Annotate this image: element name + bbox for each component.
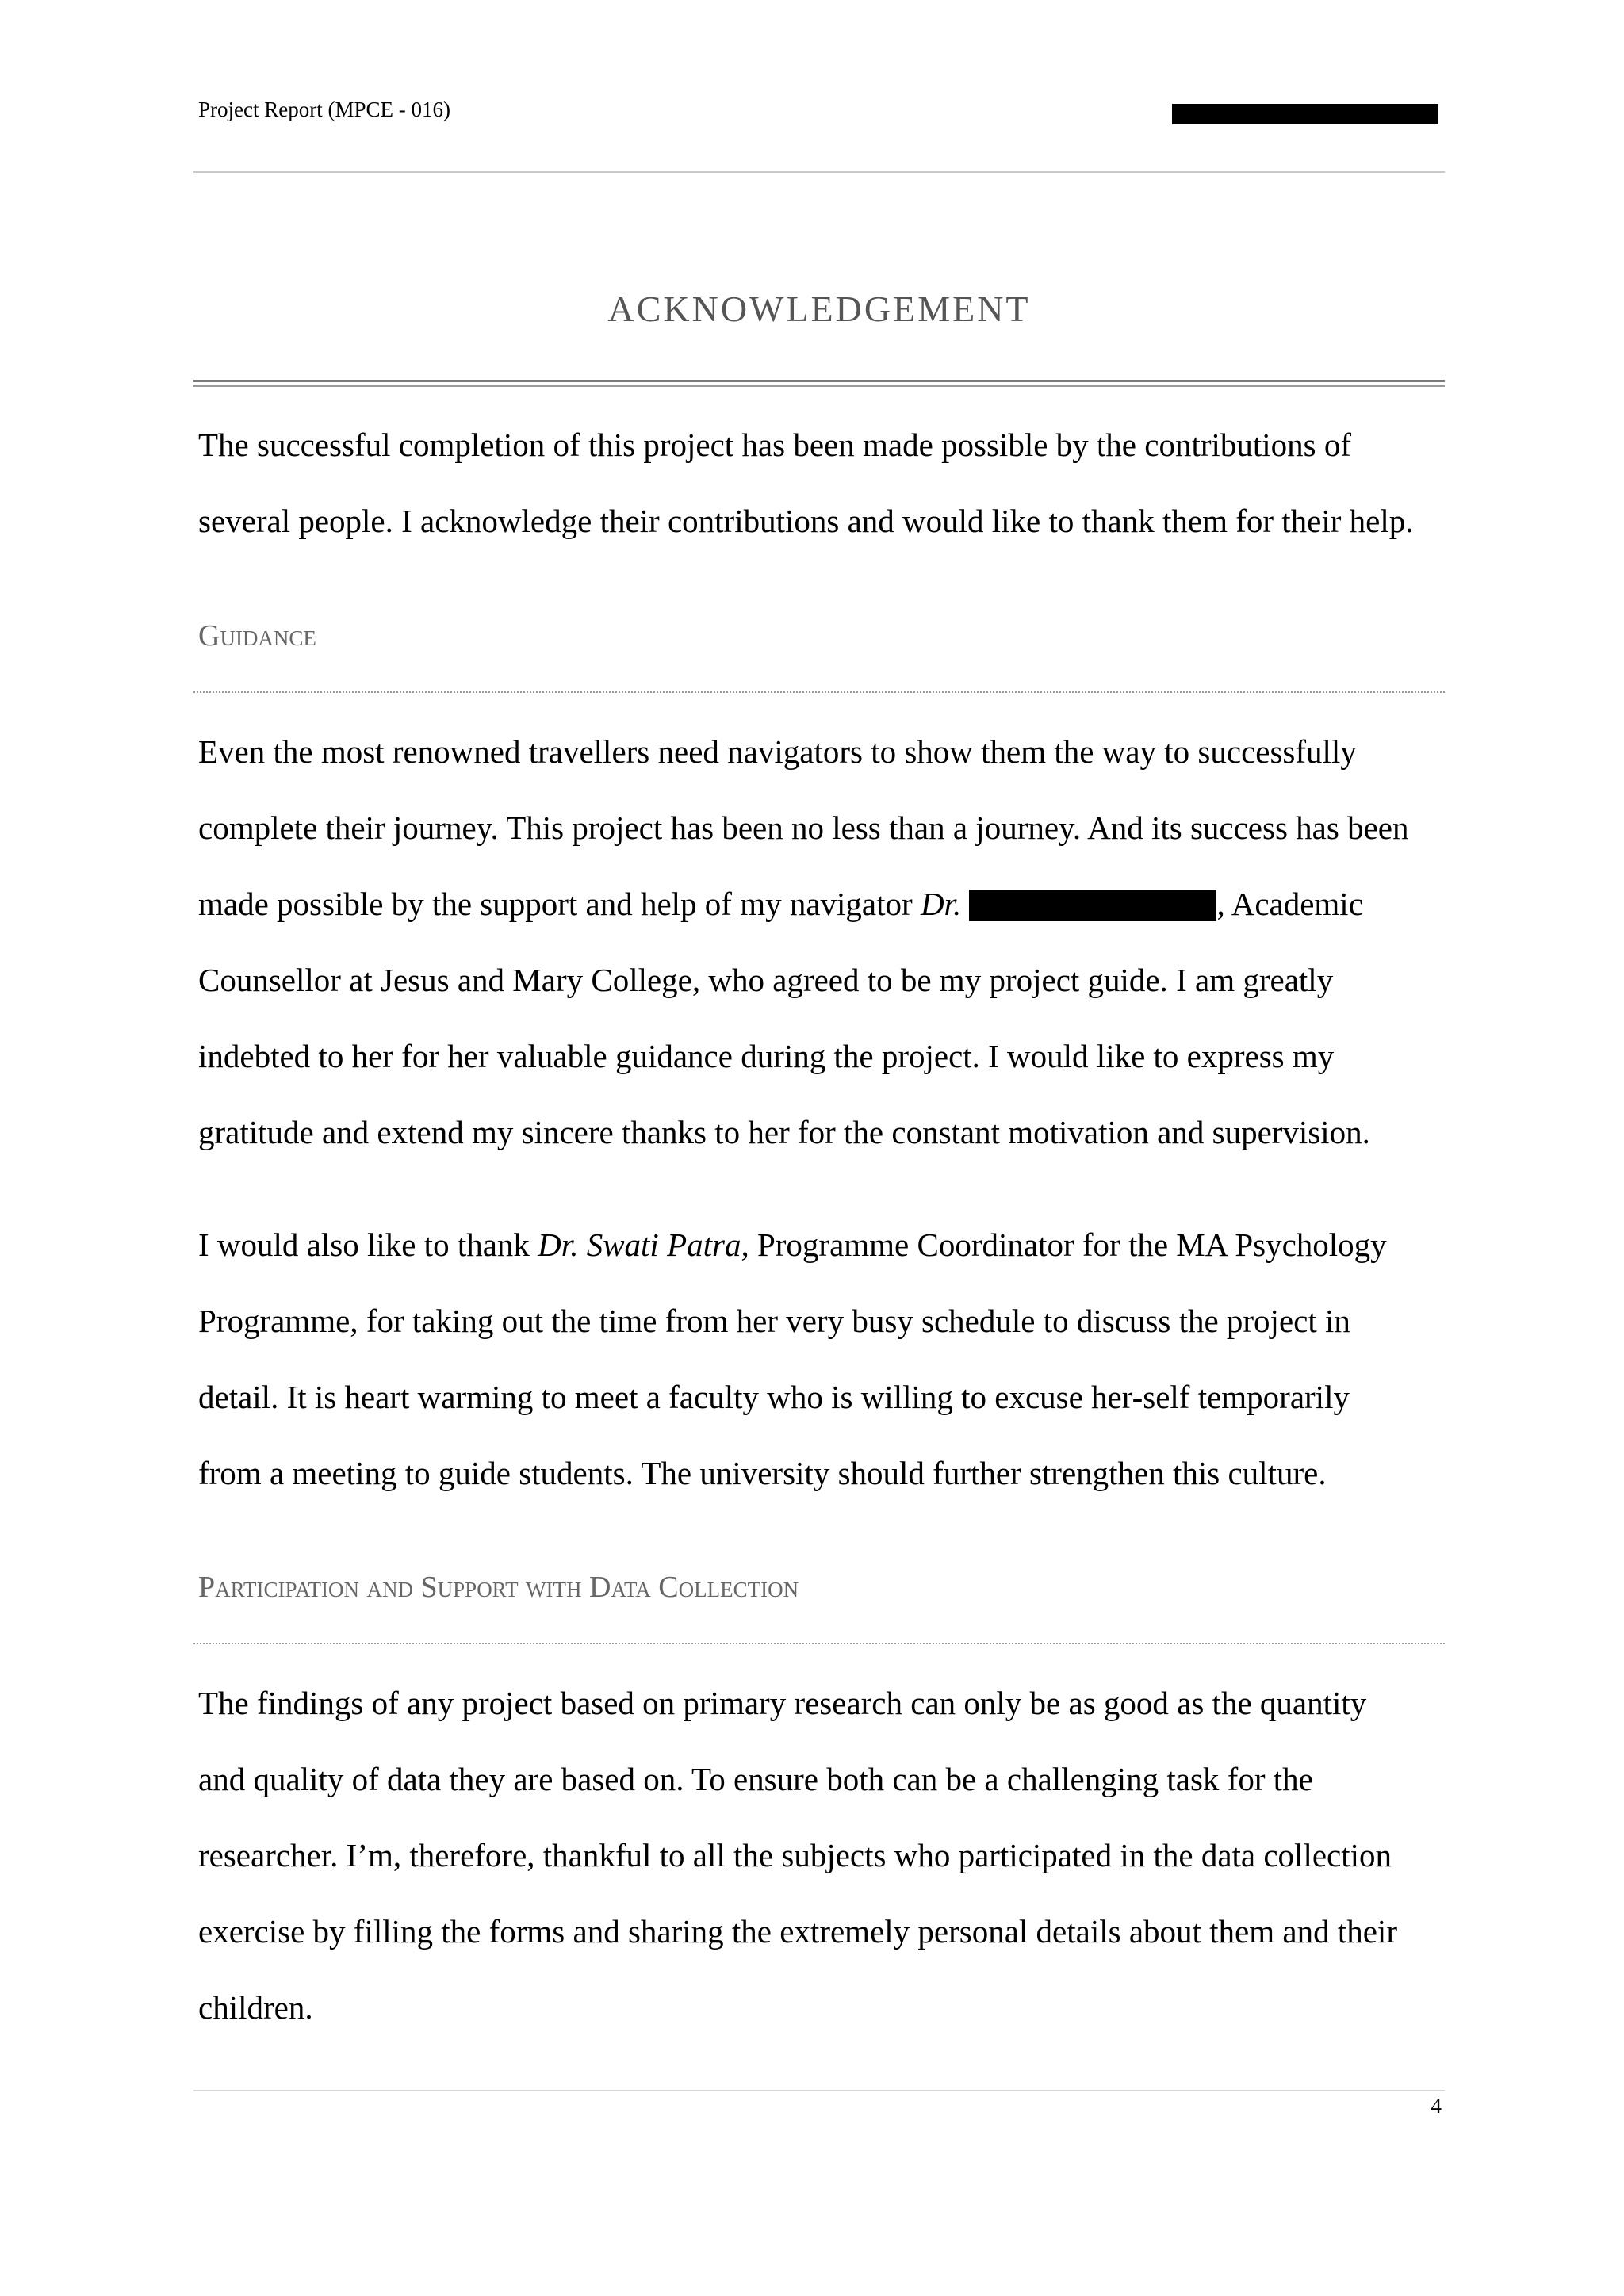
line-text: Programme Coordinator for the MA Psychology xyxy=(749,1226,1387,1263)
paragraph-line xyxy=(198,1207,1451,1283)
paragraph-line: indebted to her for her valuable guidance during the project. I would like to express my xyxy=(198,1038,1335,1074)
paragraph-line: Even the most renowned travellers need navigators to show them the way to successfully xyxy=(198,733,1357,770)
paragraph-line: children. xyxy=(198,1989,313,2026)
paragraph-line-with-redaction xyxy=(198,866,1451,942)
paragraph-line: from a meeting to guide students. The university should further strengthen this culture. xyxy=(198,1455,1327,1491)
guide-name-redaction xyxy=(969,890,1216,921)
section-divider-participation xyxy=(193,1643,1445,1644)
intro-line: several people. I acknowledge their contributions and would like to thank them for their help. xyxy=(198,503,1414,539)
header-divider xyxy=(193,171,1445,173)
paragraph-line: Programme, for taking out the time from her very busy schedule to discuss the project in xyxy=(198,1303,1350,1339)
line-text: , Academic xyxy=(1216,886,1363,922)
header-redaction-bar xyxy=(1172,104,1438,124)
intro-line: The successful completion of this project has been made possible by the contributions of xyxy=(198,427,1352,463)
paragraph-line: complete their journey. This project has been no less than a journey. And its success has been xyxy=(198,809,1409,846)
participation-paragraph xyxy=(198,1665,1451,2045)
page-number: 4 xyxy=(1431,2094,1442,2118)
guide-title-italic: Dr. xyxy=(920,886,962,922)
footer-divider xyxy=(193,2090,1445,2091)
guidance-paragraph-2 xyxy=(198,1207,1451,1511)
page-title: ACKNOWLEDGEMENT xyxy=(607,289,1031,329)
line-text: made possible by the support and help of my navigator xyxy=(198,886,921,922)
paragraph-line: gratitude and extend my sincere thanks to her for the constant motivation and supervision. xyxy=(198,1114,1370,1150)
coordinator-name-italic: Dr. Swati Patra, xyxy=(538,1226,749,1263)
paragraph-line: The findings of any project based on primary research can only be as good as the quantity xyxy=(198,1685,1367,1721)
line-text: I would also like to thank xyxy=(198,1226,538,1263)
section-heading-participation: Participation and Support with Data Collection xyxy=(198,1571,799,1604)
paragraph-line: researcher. I’m, therefore, thankful to all the subjects who participated in the data collection xyxy=(198,1837,1392,1873)
intro-paragraph xyxy=(198,407,1451,559)
section-heading-guidance: Guidance xyxy=(198,619,316,652)
paragraph-line: Counsellor at Jesus and Mary College, who agreed to be my project guide. I am greatly xyxy=(198,962,1334,998)
guidance-paragraph-1 xyxy=(198,714,1451,1170)
paragraph-line: and quality of data they are based on. To ensure both can be a challenging task for the xyxy=(198,1761,1313,1797)
running-header-title: Project Report (MPCE - 016) xyxy=(198,98,450,121)
paragraph-line: exercise by filling the forms and sharing the extremely personal details about them and their xyxy=(198,1913,1397,1950)
title-divider-lower xyxy=(193,385,1445,387)
paragraph-line: detail. It is heart warming to meet a faculty who is willing to excuse her-self temporarily xyxy=(198,1379,1350,1415)
section-divider-guidance xyxy=(193,691,1445,693)
title-divider-upper xyxy=(193,380,1445,382)
